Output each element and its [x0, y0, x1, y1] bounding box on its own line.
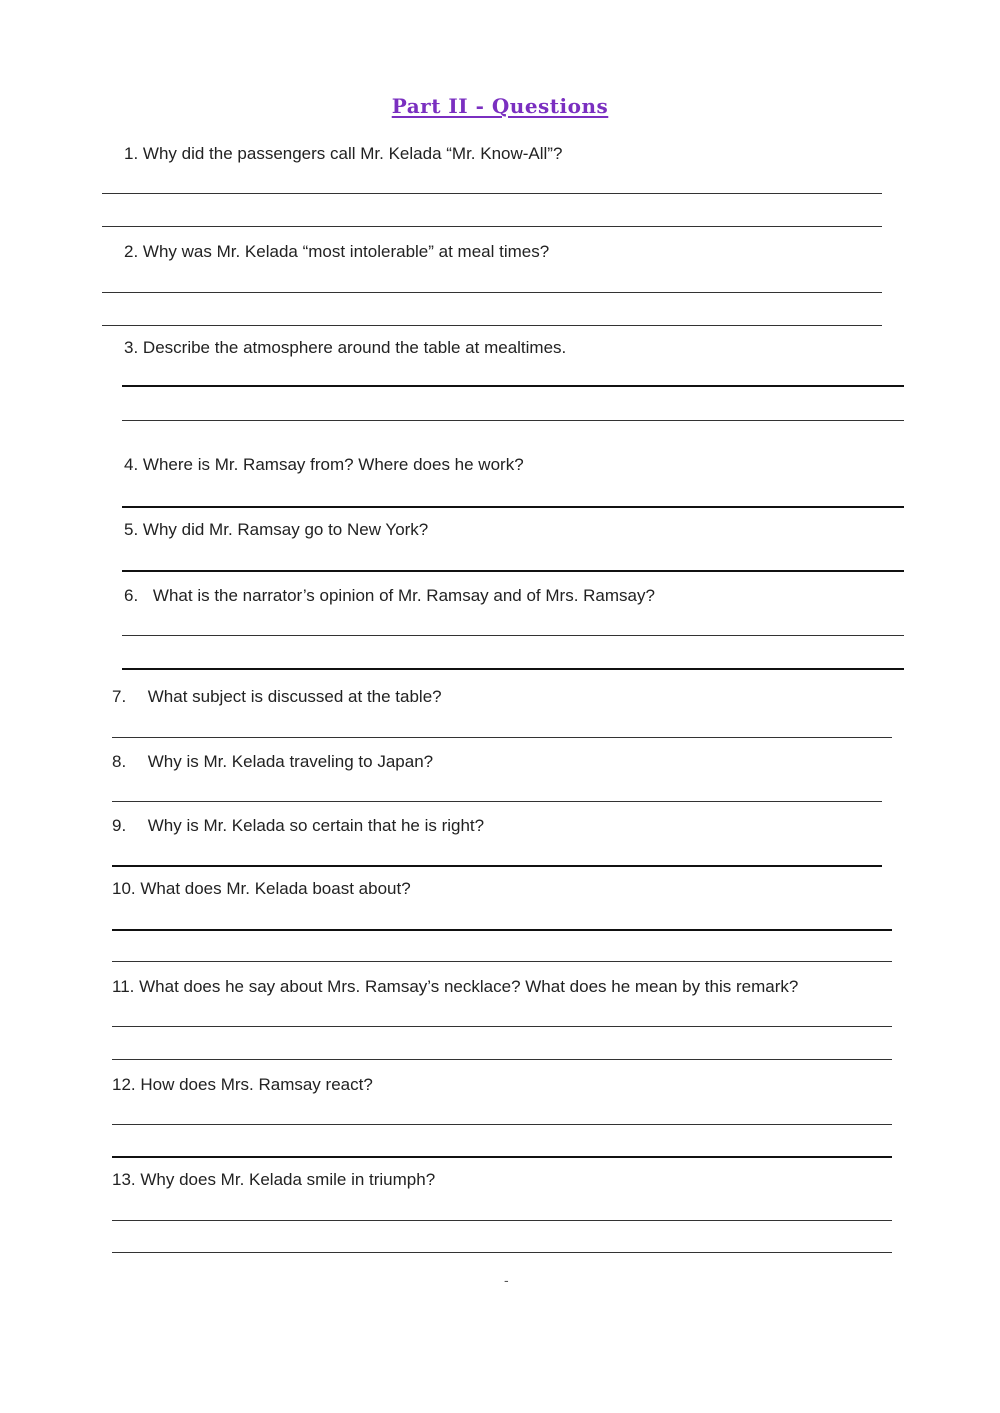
answer-line[interactable] — [112, 1156, 892, 1158]
page-footer-mark: - — [504, 1272, 509, 1288]
answer-line[interactable] — [112, 1252, 892, 1253]
answer-line[interactable] — [102, 325, 882, 326]
question-6 — [124, 586, 655, 606]
answer-line[interactable] — [122, 668, 904, 670]
question-text: What does he say about Mrs. Ramsay’s necklace? What does he mean by this remark? — [139, 977, 799, 996]
question-number: 9. — [112, 816, 127, 835]
question-9 — [112, 816, 484, 836]
question-number: 5. — [124, 520, 139, 539]
question-text: What does Mr. Kelada boast about? — [140, 879, 411, 898]
answer-line[interactable] — [112, 929, 892, 931]
question-text: How does Mrs. Ramsay react? — [140, 1075, 373, 1094]
question-number: 10. — [112, 879, 136, 898]
question-number: 11. — [112, 977, 135, 996]
question-text: Why did Mr. Ramsay go to New York? — [142, 520, 429, 539]
answer-line[interactable] — [112, 1059, 892, 1060]
question-text: Describe the atmosphere around the table at mealtimes. — [142, 338, 567, 357]
answer-line[interactable] — [122, 635, 904, 636]
question-7 — [112, 687, 442, 707]
question-text: What subject is discussed at the table? — [147, 687, 442, 706]
question-number: 3. — [124, 338, 139, 357]
page-title: Part II - Questions — [391, 94, 609, 118]
question-number: 12. — [112, 1075, 136, 1094]
question-12 — [112, 1075, 373, 1095]
answer-line[interactable] — [122, 570, 904, 572]
question-4 — [124, 455, 524, 475]
question-8 — [112, 752, 433, 772]
question-number: 6. — [124, 586, 139, 605]
answer-line[interactable] — [102, 226, 882, 227]
question-text: Why is Mr. Kelada so certain that he is right? — [147, 816, 485, 835]
answer-line[interactable] — [102, 292, 882, 293]
question-number: 13. — [112, 1170, 136, 1189]
question-11 — [112, 977, 798, 997]
question-1 — [124, 144, 562, 164]
question-number: 2. — [124, 242, 139, 261]
answer-line[interactable] — [122, 506, 904, 508]
answer-line[interactable] — [112, 801, 882, 802]
question-2 — [124, 242, 549, 262]
question-3 — [124, 338, 566, 358]
question-text: Why is Mr. Kelada traveling to Japan? — [147, 752, 434, 771]
question-text: Why did the passengers call Mr. Kelada “Mr. Know-All”? — [142, 144, 563, 163]
question-10 — [112, 879, 411, 899]
question-number: 4. — [124, 455, 139, 474]
answer-line[interactable] — [112, 1124, 892, 1125]
answer-line[interactable] — [112, 737, 892, 738]
answer-line[interactable] — [102, 193, 882, 194]
answer-line[interactable] — [112, 865, 882, 867]
question-number: 8. — [112, 752, 127, 771]
question-5 — [124, 520, 428, 540]
question-number: 7. — [112, 687, 127, 706]
answer-line[interactable] — [112, 1026, 892, 1027]
answer-line[interactable] — [122, 420, 904, 421]
answer-line[interactable] — [122, 385, 904, 387]
question-text: Where is Mr. Ramsay from? Where does he work? — [142, 455, 524, 474]
question-text: Why does Mr. Kelada smile in triumph? — [140, 1170, 436, 1189]
answer-line[interactable] — [112, 961, 892, 962]
question-text: What is the narrator’s opinion of Mr. Ramsay and of Mrs. Ramsay? — [152, 586, 655, 605]
answer-line[interactable] — [112, 1220, 892, 1221]
question-text: Why was Mr. Kelada “most intolerable” at meal times? — [142, 242, 550, 261]
question-13 — [112, 1170, 435, 1190]
question-number: 1. — [124, 144, 139, 163]
